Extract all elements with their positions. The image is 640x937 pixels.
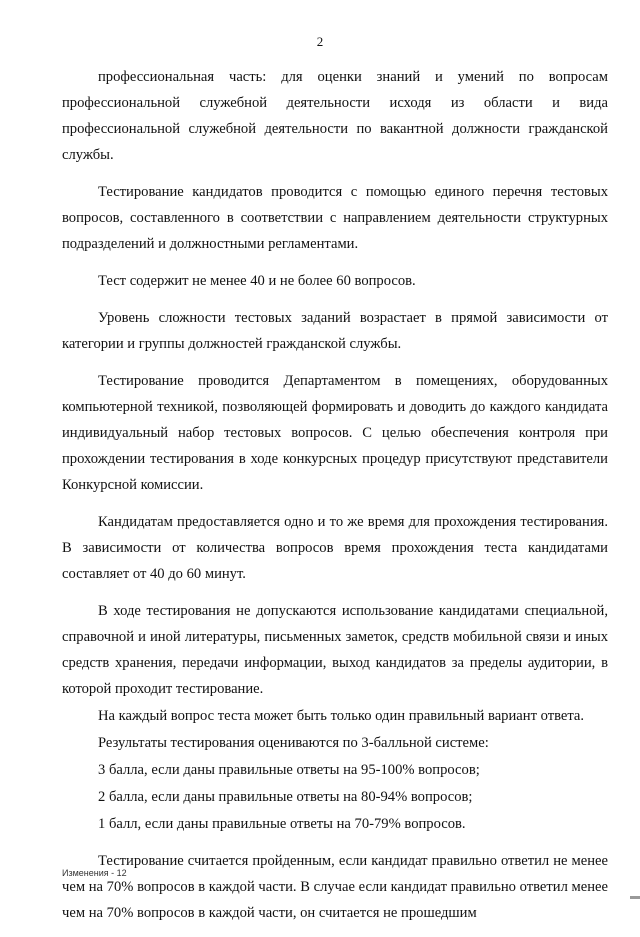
score-item-1-point: 1 балл, если даны правильные ответы на 70-79% вопросов. bbox=[98, 816, 466, 832]
paragraph-question-count: Тест содержит не менее 40 и не более 60 вопросов. bbox=[98, 273, 416, 289]
paragraph-prohibitions: В ходе тестирования не допускаются использование кандидатами специальной, справочной и иной литературы, письменных заметок, средств мобильной связи и иных средств хранения, передачи информации, выход кандидатов за пределы аудитории, в которой проходит тестирование. bbox=[62, 603, 608, 697]
scan-edge-mark bbox=[630, 896, 640, 899]
paragraph-pass-criteria: Тестирование считается пройденным, если кандидат правильно ответил не менее чем на 70% вопросов в каждой части. В случае если кандидат правильно ответил менее чем на 70% вопросов в каждой части, он считается не прошедшим bbox=[62, 853, 608, 921]
paragraph-difficulty-level: Уровень сложности тестовых заданий возрастает в прямой зависимости от категории и группы должностей гражданской службы. bbox=[62, 310, 608, 352]
paragraph-scoring-system: Результаты тестирования оцениваются по 3-балльной системе: bbox=[98, 735, 489, 751]
score-item-3-points: 3 балла, если даны правильные ответы на 95-100% вопросов; bbox=[98, 762, 480, 778]
paragraph-testing-time: Кандидатам предоставляется одно и то же время для прохождения тестирования. В зависимости от количества вопросов время прохождения теста кандидатами составляет от 40 до 60 минут. bbox=[62, 514, 608, 582]
paragraph-testing-venue: Тестирование проводится Департаментом в помещениях, оборудованных компьютерной техникой, позволяющей формировать и доводить до каждого кандидата индивидуальный набор тестовых вопросов. С целью обеспечения контроля при прохождении тестирования в ходе конкурсных процедур присутствуют представители Конкурсной комиссии. bbox=[62, 373, 608, 493]
paragraph-professional-part: профессиональная часть: для оценки знаний и умений по вопросам профессиональной служебной деятельности исходя из области и вида профессиональной служебной деятельности по вакантной должности гражданской службы. bbox=[62, 69, 608, 163]
page-number: 2 bbox=[316, 34, 324, 49]
paragraph-testing-method: Тестирование кандидатов проводится с помощью единого перечня тестовых вопросов, составленного в соответствии с направлением деятельности структурных подразделений и должностными регламентами. bbox=[62, 184, 608, 252]
paragraph-single-answer: На каждый вопрос теста может быть только один правильный вариант ответа. bbox=[98, 708, 585, 724]
score-item-2-points: 2 балла, если даны правильные ответы на 80-94% вопросов; bbox=[98, 789, 473, 805]
footer-revision-note: Изменения - 12 bbox=[62, 868, 127, 878]
document-body bbox=[62, 64, 608, 937]
